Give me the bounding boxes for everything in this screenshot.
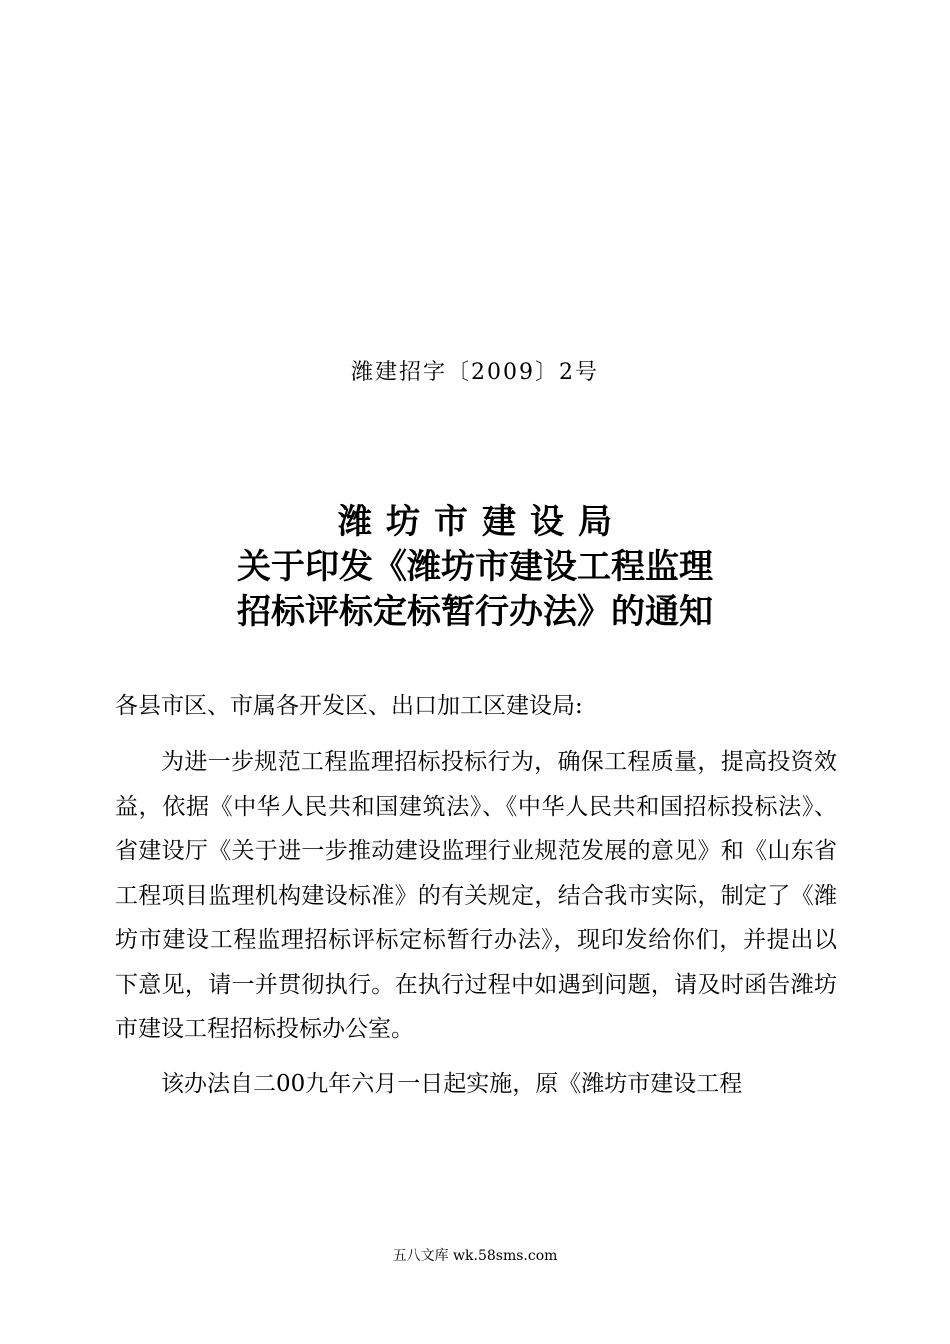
title-issuer: 潍坊市建设局 — [338, 502, 626, 542]
document-number: 潍建招字〔2009〕2号 — [351, 360, 599, 385]
paragraph-2: 该办法自二00九年六月一日起实施，原《潍坊市建设工程 — [161, 1070, 743, 1097]
paragraph-1: 为进一步规范工程监理招标投标行为，确保工程质量，提高投资效益，依据《中华人民共和国建筑法》、《中华人民共和国招标投标法》、省建设厅《关于进一步推动建设监理行业规范发展的意见》和《山东省工程项目监理机构建设标准》的有关规定，结合我市实际，制定了《潍坊市建设工程监理招标评标定标暂行办法》，现印发给你们，并提出以下意见，请一并贯彻执行。在执行过程中如遇到问题，请及时函告潍坊市建设工程招标投标办公室。 — [115, 749, 837, 1042]
document-body — [115, 684, 837, 1112]
title-line-2: 关于印发《潍坊市建设工程监理 — [237, 547, 713, 587]
title-line-3: 招标评标定标暂行办法》的通知 — [237, 592, 713, 632]
document-title — [0, 500, 950, 635]
footer-watermark-text: 五八文库 wk.58sms.com — [392, 1248, 558, 1264]
salutation: 各县市区、市属各开发区、出口加工区建设局: — [115, 693, 583, 719]
